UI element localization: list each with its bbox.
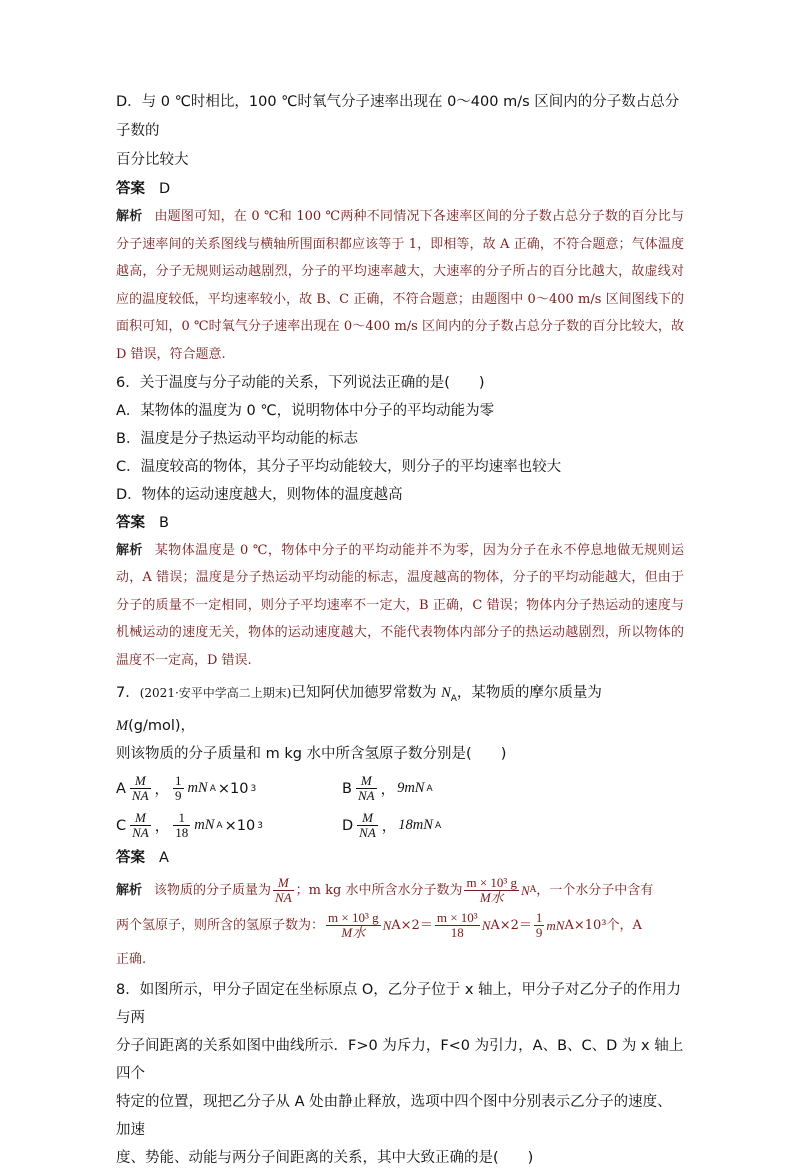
option-sub: A: [434, 820, 442, 831]
exp-text: 该物质的分子质量为: [154, 883, 272, 899]
option-letter: B: [342, 780, 352, 797]
option-tail: mN: [187, 780, 208, 797]
frac-denominator: NA: [131, 788, 149, 804]
frac-denominator: 18: [175, 825, 189, 841]
separator: ，: [154, 819, 170, 836]
na-symbol: N: [441, 684, 451, 701]
q6-option-b: B．温度是分子热运动平均动能的标志: [116, 430, 358, 447]
fraction: [173, 811, 190, 840]
q8-line3: 特定的位置，现把乙分子从 A 处由静止释放，选项中四个图中分别表示乙分子的速度、加速: [116, 1094, 672, 1139]
option-letter: A: [116, 780, 126, 797]
q7-option-d: [342, 811, 642, 840]
frac-numerator: m × 10³: [436, 910, 478, 926]
explanation-label: 解析: [116, 542, 143, 558]
fraction: [130, 811, 151, 840]
q6-option-a: A．某物体的温度为 0 ℃，说明物体中分子的平均动能为零: [116, 402, 495, 419]
explanation-label: 解析: [116, 209, 143, 224]
exp-text: 正确.: [116, 952, 147, 968]
q7-answer: [116, 844, 684, 872]
option-sub: A: [216, 820, 223, 831]
answer-value: D: [159, 181, 171, 197]
q6-option-d: D．物体的运动速度越大，则物体的温度越高: [116, 486, 403, 503]
q7-stem-c: (g/mol)，: [128, 718, 196, 735]
q7-option-a: [116, 774, 342, 803]
option-tail: 18mN: [398, 817, 433, 834]
q6-option-c: C．温度较高的物体，其分子平均动能较大，则分子的平均速率也较大: [116, 458, 562, 475]
frac-numerator: M: [130, 774, 151, 789]
fraction: [130, 774, 151, 803]
q8-line4: 度、势能、动能与两分子间距离的关系，其中大致正确的是( ): [116, 1150, 534, 1167]
exp-text: ，一个水分子中含有: [536, 883, 654, 899]
q6-answer: [116, 509, 684, 537]
frac-numerator: 1: [173, 811, 190, 826]
q5-option-d-line2: 百分比较大: [116, 152, 189, 168]
q6-stem: 6．关于温度与分子动能的关系，下列说法正确的是( ): [116, 374, 485, 391]
frac-denominator: NA: [275, 890, 292, 906]
separator: ，: [381, 819, 397, 836]
explanation-text: 某物体温度是 0 ℃，物体中分子的平均动能并不为零，因为分子在永不停息地做无规则运动，A 错误；温度是分子热运动平均动能的标志，温度越高的物体，分子的平均动能越大，但由于分子的质量不一定相同，则分子平均速率不一定大，B 正确，C 错误；物体内分子热运动的速度与机械运动的速度无关，物体的运动速度越大，不能代表物体内部分子的热运动越剧烈，所以物体的温度不一定高，D 错误.: [116, 542, 684, 668]
q7-explanation: [116, 876, 684, 974]
q7-option-b: [342, 774, 642, 803]
frac-denominator: 9: [535, 925, 543, 941]
exp-text: 两个氢原子，则所含的氢原子数为：: [116, 918, 325, 934]
frac-numerator: m × 10³ g: [466, 875, 518, 891]
frac-numerator: M: [356, 774, 377, 789]
na-sub: A: [529, 885, 537, 896]
q8-line1: 8．如图所示，甲分子固定在坐标原点 O，乙分子位于 x 轴上，甲分子对乙分子的作用力与两: [116, 982, 682, 1027]
answer-value: B: [159, 514, 169, 531]
option-tail2: ×10: [224, 817, 256, 834]
frac-numerator: M: [130, 811, 151, 826]
explanation-label: 解析: [116, 883, 143, 899]
exp-text: A×2＝: [490, 918, 532, 934]
q7-source: (2021·安平中学高二上期末): [139, 685, 292, 700]
fraction: [534, 911, 545, 940]
q7-options: [116, 774, 684, 840]
frac-denominator: NA: [357, 788, 375, 804]
q7-option-c: [116, 811, 342, 840]
option-sup: 3: [257, 820, 263, 831]
q7-exp-line1: [116, 876, 684, 905]
q5-option-d-line1: D．与 0 ℃时相比，100 ℃时氧气分子速率出现在 0～400 m/s 区间内的分子数占总分子数的: [116, 94, 680, 139]
page-content: [116, 88, 684, 1172]
answer-label: 答案: [116, 514, 145, 531]
na-sub: A: [450, 693, 457, 704]
answer-value: A: [159, 850, 169, 867]
frac-numerator: 1: [535, 910, 543, 926]
exp-text: A×2＝: [391, 918, 433, 934]
na-symbol: N: [521, 883, 530, 899]
explanation-text: 由题图可知，在 0 ℃和 100 ℃两种不同情况下各速率区间的分子数占总分子数的百分比与分子速率间的关系图线与横轴所围面积都应该等于 1，即相等，故 A 正确，不符合题意；气体温度越高，分子无规则运动越剧烈，分子的平均速率越大，大速率的分子所占的百分比越大，故虚线对应的温度较低，平均速率较小，故 B、C 正确，不符合题意；由题图中 0～400 m/s 区间图线下的面积可知，0 ℃时氧气分子速率出现在 0～400 m/s 区间内的分子数占总分子数的百分比较大，故 D 错误，符合题意.: [116, 209, 684, 362]
exp-text: 个，A: [606, 918, 642, 934]
option-letter: C: [116, 817, 127, 834]
fraction: [356, 774, 377, 803]
frac-denominator: 9: [175, 788, 182, 804]
option-tail: 9mN: [397, 780, 425, 797]
fraction: [357, 811, 378, 840]
option-sub: A: [426, 783, 433, 794]
m-symbol: M: [116, 718, 129, 735]
separator: ，: [154, 782, 170, 799]
q7-stem-b: ，某物质的摩尔质量为: [456, 684, 602, 701]
frac-denominator: 18: [450, 925, 464, 941]
option-sup: 3: [250, 783, 257, 794]
fraction: [435, 911, 480, 940]
option-tail: mN: [194, 817, 215, 834]
answer-label: 答案: [116, 181, 145, 197]
frac-denominator: NA: [132, 825, 149, 841]
frac-numerator: 1: [175, 773, 182, 789]
fraction: [273, 876, 294, 905]
q5-explanation: [116, 203, 684, 369]
q7-number: 7．: [116, 684, 140, 701]
frac-denominator: M水: [341, 925, 366, 941]
frac-denominator: M水: [479, 890, 504, 906]
q7-exp-line2: [116, 911, 684, 940]
q8-line2: 分子间距离的关系如图中曲线所示．F>0 为斥力，F<0 为引力，A、B、C、D 为 x 轴上四个: [116, 1038, 684, 1083]
q7-stem: [116, 679, 684, 741]
option-letter: D: [342, 817, 354, 834]
na-symbol: N: [382, 918, 392, 934]
frac-denominator: NA: [359, 825, 376, 841]
frac-numerator: M: [357, 811, 378, 826]
option-tail2: ×10: [217, 780, 249, 797]
answer-label: 答案: [116, 850, 145, 867]
option-sub: A: [209, 783, 216, 794]
exp-text: A×10³: [564, 918, 607, 934]
exp-text: ；m kg 水中所含水分子数为: [295, 883, 463, 899]
fraction: [464, 876, 519, 905]
q7-stem-a: 已知阿伏加德罗常数为: [291, 684, 442, 701]
frac-numerator: m × 10³ g: [328, 910, 379, 926]
fraction: [173, 774, 184, 803]
fraction: [326, 911, 381, 940]
exp-text: mN: [546, 918, 565, 934]
separator: ，: [380, 782, 396, 799]
q6-explanation: [116, 537, 684, 675]
q5-answer: [116, 175, 684, 203]
frac-numerator: M: [273, 876, 294, 891]
q7-stem-line2: 则该物质的分子质量和 m kg 水中所含氢原子数分别是( ): [116, 746, 507, 763]
na-symbol: N: [481, 918, 491, 934]
